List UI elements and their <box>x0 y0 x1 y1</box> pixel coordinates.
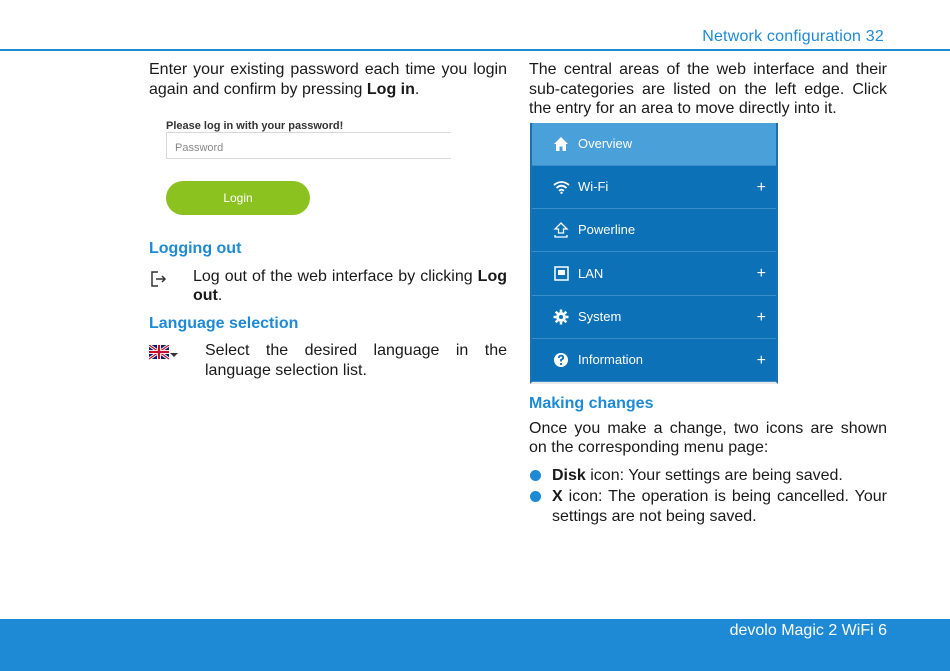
login-button[interactable]: Login <box>166 181 310 215</box>
making-changes-text: Once you make a change, two icons are shown on the corresponding menu page: <box>529 419 887 457</box>
logging-out-row <box>149 267 507 306</box>
change-icons-list <box>529 466 887 527</box>
language-selection-text: Select the desired language in the language selection list. <box>205 342 507 379</box>
logging-out-text-part: Log out of the web interface by clicking <box>193 267 478 285</box>
logging-out-bold: Log out <box>193 267 507 304</box>
menu-item-label: Overview <box>578 135 633 151</box>
header-divider <box>0 49 950 51</box>
expand-plus-icon[interactable]: + <box>756 351 766 369</box>
web-interface-menu <box>530 123 778 385</box>
powerline-icon <box>552 221 570 239</box>
menu-item-label: Powerline <box>578 222 636 238</box>
page-footer <box>0 619 950 671</box>
password-field[interactable]: Password <box>166 132 451 159</box>
help-icon <box>552 351 570 369</box>
right-column <box>529 60 887 528</box>
bullet-icon <box>530 470 541 481</box>
bullet-bold: Disk <box>552 466 586 484</box>
language-selection-heading: Language selection <box>149 314 299 332</box>
menu-item-label: Wi-Fi <box>578 179 609 195</box>
left-column <box>149 60 507 380</box>
menu-item-information[interactable] <box>532 339 776 382</box>
login-prompt: Please log in with your password! <box>166 120 344 132</box>
making-changes-heading: Making changes <box>529 395 654 413</box>
expand-plus-icon[interactable]: + <box>756 178 766 196</box>
login-intro-paragraph <box>149 60 507 99</box>
menu-item-lan[interactable] <box>532 252 776 295</box>
list-item <box>529 466 887 486</box>
list-item <box>529 487 887 526</box>
bullet-bold: X <box>552 488 563 506</box>
menu-item-powerline[interactable] <box>532 209 776 252</box>
menu-item-wifi[interactable] <box>532 166 776 209</box>
page-header-title: Network configuration 32 <box>702 28 884 45</box>
bullet-icon <box>530 491 541 502</box>
logout-icon[interactable] <box>149 267 193 306</box>
expand-plus-icon[interactable]: + <box>756 265 766 283</box>
login-form-mock <box>149 117 507 229</box>
bullet-text: icon: The operation is being cancelled. Your settings are not being saved. <box>552 488 887 525</box>
login-intro-text: Enter your existing password each time you login again and confirm by pressing <box>149 61 507 98</box>
logging-out-end: . <box>217 287 223 304</box>
menu-item-label: System <box>578 309 622 325</box>
gear-icon <box>552 308 570 326</box>
menu-item-system[interactable] <box>532 296 776 339</box>
login-intro-bold: Log in <box>366 80 415 98</box>
lan-icon <box>552 265 570 283</box>
wifi-icon <box>552 178 570 196</box>
menu-item-label: Information <box>578 352 644 368</box>
footer-product-name: devolo Magic 2 WiFi 6 <box>729 622 887 639</box>
home-icon <box>552 135 570 153</box>
menu-item-label: LAN <box>578 265 604 281</box>
menu-item-overview[interactable] <box>532 123 776 166</box>
uk-flag-dropdown-icon[interactable] <box>149 341 205 380</box>
login-intro-end: . <box>414 80 420 98</box>
menu-intro-paragraph: The central areas of the web interface and their sub-categories are listed on the left edge. Click the entry for an area to move directly into it. <box>529 61 887 117</box>
bullet-text: icon: Your settings are being saved. <box>585 466 843 484</box>
expand-plus-icon[interactable]: + <box>756 308 766 326</box>
language-selection-row <box>149 341 507 380</box>
logging-out-text <box>193 267 507 306</box>
logging-out-heading: Logging out <box>149 240 242 257</box>
